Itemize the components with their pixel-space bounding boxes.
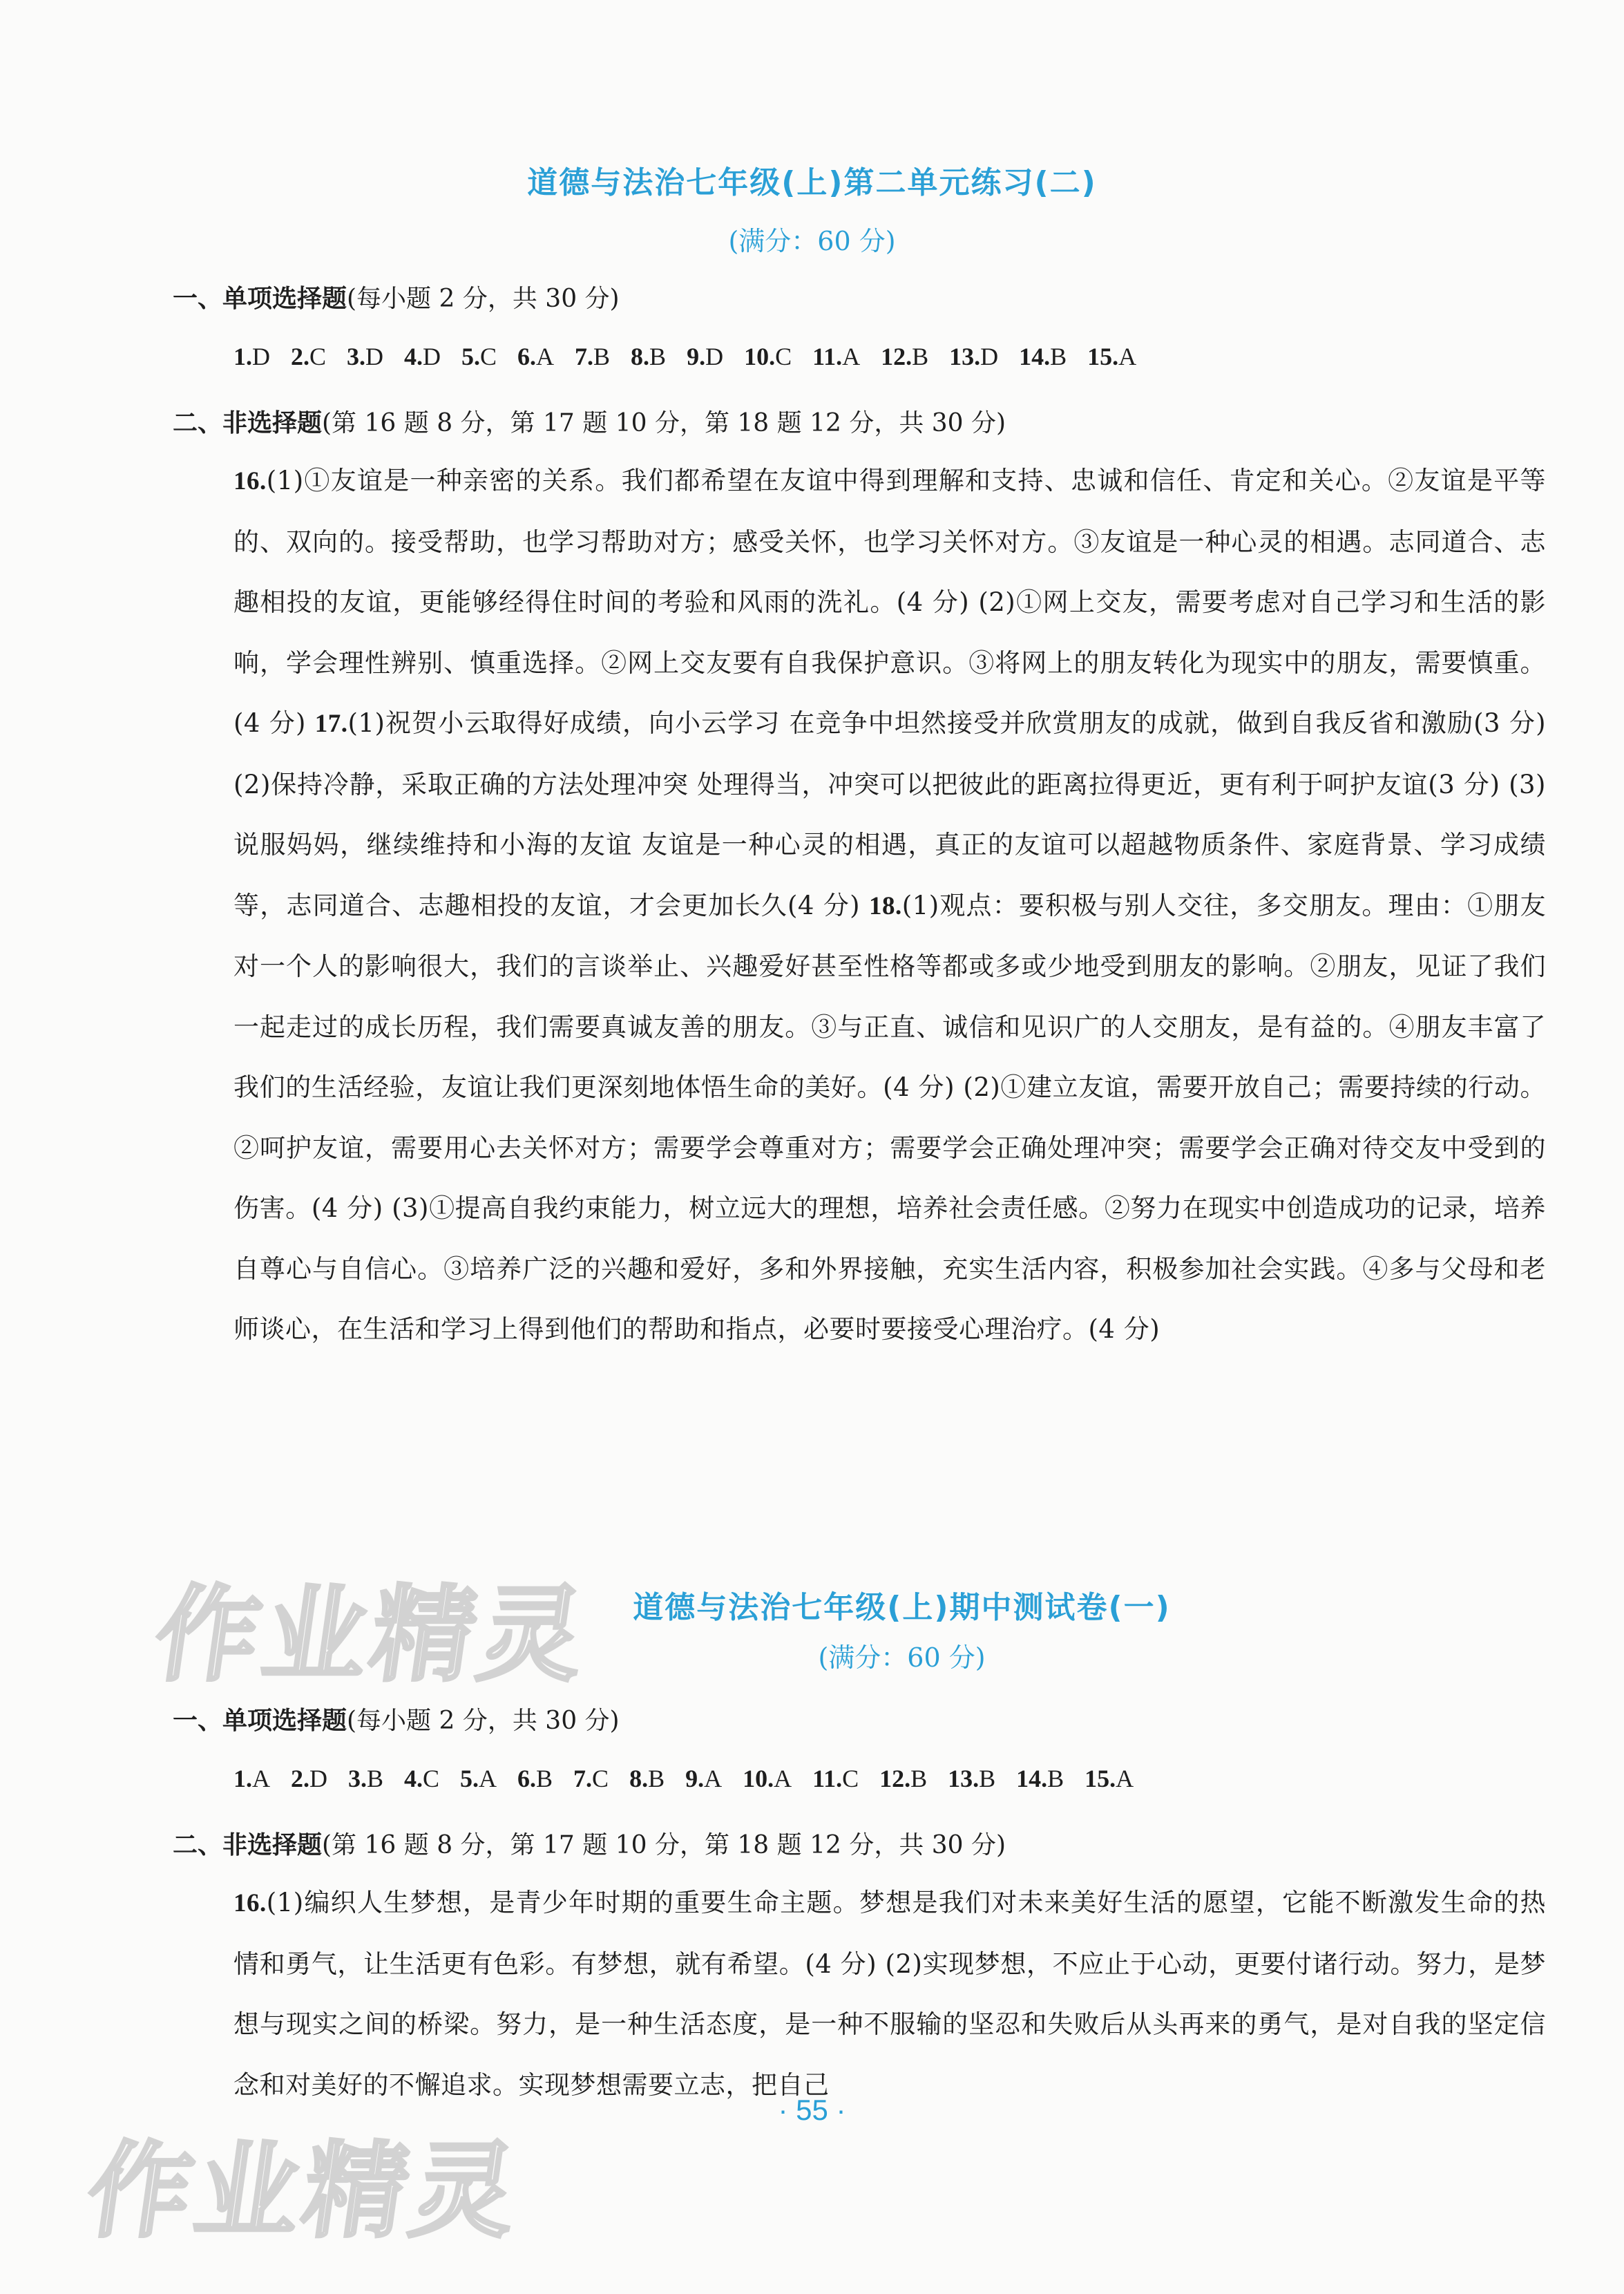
choice-answer (461, 342, 497, 371)
section1-choice-answers (233, 342, 1157, 371)
watermark-logo-bottom: 作业精灵 (79, 2132, 528, 2252)
choice-number: 14. (1016, 1765, 1048, 1792)
choice-letter: A (479, 1765, 497, 1792)
answer-17: (1)祝贺小云取得好成绩，向小云学习 在竞争中坦然接受并欣赏朋友的成就，做到自我反省和激励(3 分) (2)保持冷静，采取正确的方法处理冲突 处理得当，冲突可以把彼此的距离拉得更近，更有利于呵护友谊(3 分) (3)说服妈妈，继续维持和小海的友谊 友谊是一种心灵的相遇，真正的友谊可以超越物质条件、家庭背景、学习成绩等，志同道合、志趣相投的友谊，才会更加长久(4 分) (233, 708, 1546, 920)
choice-number: 15. (1087, 343, 1119, 370)
section1-answer-paragraph (233, 451, 1546, 1360)
choice-answer (685, 1764, 722, 1793)
choice-letter: A (1118, 343, 1137, 370)
choice-number: 9. (685, 1765, 705, 1792)
choice-letter: A (774, 1765, 792, 1792)
choice-letter: B (367, 1765, 384, 1792)
choice-answer (575, 342, 610, 371)
choice-letter: B (910, 1765, 928, 1792)
answer-18: (1)观点：要积极与别人交往，多交朋友。理由：①朋友对一个人的影响很大，我们的言谈举止、兴趣爱好甚至性格等都或多或少地受到朋友的影响。②朋友，见证了我们一起走过的成长历程，我们需要真诚友善的朋友。③与正直、诚信和见识广的人交朋友，是有益的。④朋友丰富了我们的生活经验，友谊让我们更深刻地体悟生命的美好。(4 分) (2)①建立友谊，需要开放自己；需要持续的行动。②呵护友谊，需要用心去关怀对方；需要学会尊重对方；需要学会正确处理冲突；需要学会正确对待交友中受到的伤害。(4 分) (3)①提高自我约束能力，树立远大的理想，培养社会责任感。②努力在现实中创造成功的记录，培养自尊心与自信心。③培养广泛的兴趣和爱好，多和外界接触，充实生活内容，积极参加社会实践。④多与父母和老师谈心，在生活和学习上得到他们的帮助和指点，必要时要接受心理治疗。(4 分) (233, 890, 1546, 1344)
choice-answer (687, 342, 723, 371)
section2-title: 道德与法治七年级(上)期中测试卷(一) (633, 1590, 1171, 1625)
choice-answer (812, 1764, 859, 1793)
choice-letter: D (309, 1765, 327, 1792)
choice-letter: C (592, 1765, 609, 1792)
choice-number: 12. (881, 343, 913, 370)
choice-letter: A (252, 1765, 270, 1792)
choice-letter: C (309, 343, 327, 370)
choice-number: 13. (948, 1765, 980, 1792)
choice-answer (743, 1764, 792, 1793)
choice-number: 11. (812, 343, 843, 370)
question-number-18: 18. (868, 891, 902, 920)
choice-letter: B (1047, 1765, 1064, 1792)
choice-number: 11. (812, 1765, 843, 1792)
choice-answer (1016, 1764, 1064, 1793)
choice-number: 1. (233, 1765, 252, 1792)
part2-label: 二、非选择题 (173, 1831, 323, 1859)
section2-choice-answers (233, 1764, 1154, 1793)
choice-answer (573, 1764, 609, 1793)
choice-letter: B (979, 1765, 996, 1792)
choice-answer (879, 1764, 927, 1793)
choice-letter: B (1050, 343, 1067, 370)
question-number-17: 17. (314, 710, 348, 738)
choice-letter: B (593, 343, 611, 370)
section2-subtitle: (满分：60 分) (818, 1642, 986, 1673)
choice-answer (812, 342, 860, 371)
choice-number: 9. (687, 343, 706, 370)
section2-part1-heading (173, 1701, 620, 1736)
choice-answer (404, 1764, 439, 1793)
choice-number: 4. (404, 343, 423, 370)
choice-letter: C (423, 1765, 440, 1792)
section1-part2-heading (173, 404, 1006, 439)
choice-answer (233, 342, 270, 371)
choice-answer (348, 1764, 383, 1793)
choice-letter: C (775, 343, 792, 370)
section2-answer-paragraph (233, 1873, 1546, 2115)
part1-note: (每小题 2 分，共 30 分) (347, 1707, 620, 1735)
choice-answer (233, 1764, 270, 1793)
choice-number: 1. (233, 343, 252, 370)
part1-label: 一、单项选择题 (173, 1707, 347, 1735)
choice-number: 3. (347, 343, 366, 370)
choice-answer (517, 342, 554, 371)
choice-answer (291, 342, 326, 371)
part1-label: 一、单项选择题 (173, 285, 347, 313)
choice-answer (1087, 342, 1136, 371)
choice-answer (404, 342, 441, 371)
choice-number: 10. (744, 343, 776, 370)
choice-letter: A (1116, 1765, 1134, 1792)
question-number-16: 16. (233, 467, 267, 495)
part1-note: (每小题 2 分，共 30 分) (347, 285, 620, 313)
choice-letter: C (480, 343, 497, 370)
choice-answer (949, 342, 998, 371)
part2-note: (第 16 题 8 分，第 17 题 10 分，第 18 题 12 分，共 30 分) (322, 1831, 1006, 1859)
part2-label: 二、非选择题 (173, 409, 323, 437)
choice-answer (347, 342, 383, 371)
section1-title: 道德与法治七年级(上)第二单元练习(二) (527, 165, 1097, 200)
choice-number: 7. (573, 1765, 593, 1792)
choice-number: 13. (949, 343, 981, 370)
choice-number: 15. (1085, 1765, 1116, 1792)
choice-letter: D (365, 343, 384, 370)
choice-number: 5. (461, 343, 481, 370)
choice-answer (631, 342, 666, 371)
page-number: · 55 · (778, 2094, 846, 2126)
choice-number: 6. (517, 1765, 537, 1792)
section1-part1-heading (173, 279, 620, 314)
choice-number: 3. (348, 1765, 367, 1792)
choice-answer (881, 342, 928, 371)
choice-number: 2. (291, 1765, 309, 1792)
choice-letter: B (648, 1765, 665, 1792)
choice-letter: A (704, 1765, 723, 1792)
choice-number: 4. (404, 1765, 423, 1792)
part2-note: (第 16 题 8 分，第 17 题 10 分，第 18 题 12 分，共 30 分) (322, 409, 1006, 437)
choice-letter: D (423, 343, 441, 370)
choice-letter: B (536, 1765, 553, 1792)
choice-answer (1019, 342, 1067, 371)
choice-answer (744, 342, 792, 371)
section2-part2-heading (173, 1826, 1006, 1861)
choice-answer (291, 1764, 327, 1793)
choice-number: 8. (629, 1765, 649, 1792)
choice-letter: D (252, 343, 270, 370)
choice-letter: C (842, 1765, 859, 1792)
choice-number: 5. (460, 1765, 479, 1792)
choice-letter: A (842, 343, 861, 370)
choice-letter: A (536, 343, 555, 370)
choice-number: 8. (631, 343, 650, 370)
choice-number: 10. (743, 1765, 774, 1792)
choice-letter: D (705, 343, 724, 370)
choice-answer (517, 1764, 553, 1793)
choice-answer (460, 1764, 497, 1793)
choice-letter: B (912, 343, 929, 370)
question-number-16: 16. (233, 1889, 267, 1917)
section1-subtitle: (满分：60 分) (728, 226, 896, 256)
choice-number: 6. (517, 343, 537, 370)
choice-answer (1085, 1764, 1134, 1793)
choice-letter: D (980, 343, 999, 370)
answer-16: (1)①友谊是一种亲密的关系。我们都希望在友谊中得到理解和支持、忠诚和信任、肯定和关心。②友谊是平等的、双向的。接受帮助，也学习帮助对方；感受关怀，也学习关怀对方。③友谊是一种心灵的相遇。志同道合、志趣相投的友谊，更能够经得住时间的考验和风雨的洗礼。(4 分) (2)①网上交友，需要考虑对自己学习和生活的影响，学会理性辨别、慎重选择。②网上交友要有自我保护意识。③将网上的朋友转化为现实中的朋友，需要慎重。(4 分) (233, 466, 1546, 738)
choice-number: 14. (1019, 343, 1051, 370)
choice-number: 12. (879, 1765, 911, 1792)
choice-answer (948, 1764, 995, 1793)
choice-answer (629, 1764, 665, 1793)
choice-number: 7. (575, 343, 594, 370)
choice-letter: B (649, 343, 667, 370)
choice-number: 2. (291, 343, 309, 370)
answer-16: (1)编织人生梦想，是青少年时期的重要生命主题。梦想是我们对未来美好生活的愿望，它能不断激发生命的热情和勇气，让生活更有色彩。有梦想，就有希望。(4 分) (2)实现梦想，不应止于心动，更要付诸行动。努力，是梦想与现实之间的桥梁。努力，是一种生活态度，是一种不服输的坚忍和失败后从头再来的勇气，是对自我的坚定信念和对美好的不懈追求。实现梦想需要立志，把自己 (233, 1888, 1546, 2100)
watermark-logo: 作业精灵 (147, 1575, 596, 1696)
